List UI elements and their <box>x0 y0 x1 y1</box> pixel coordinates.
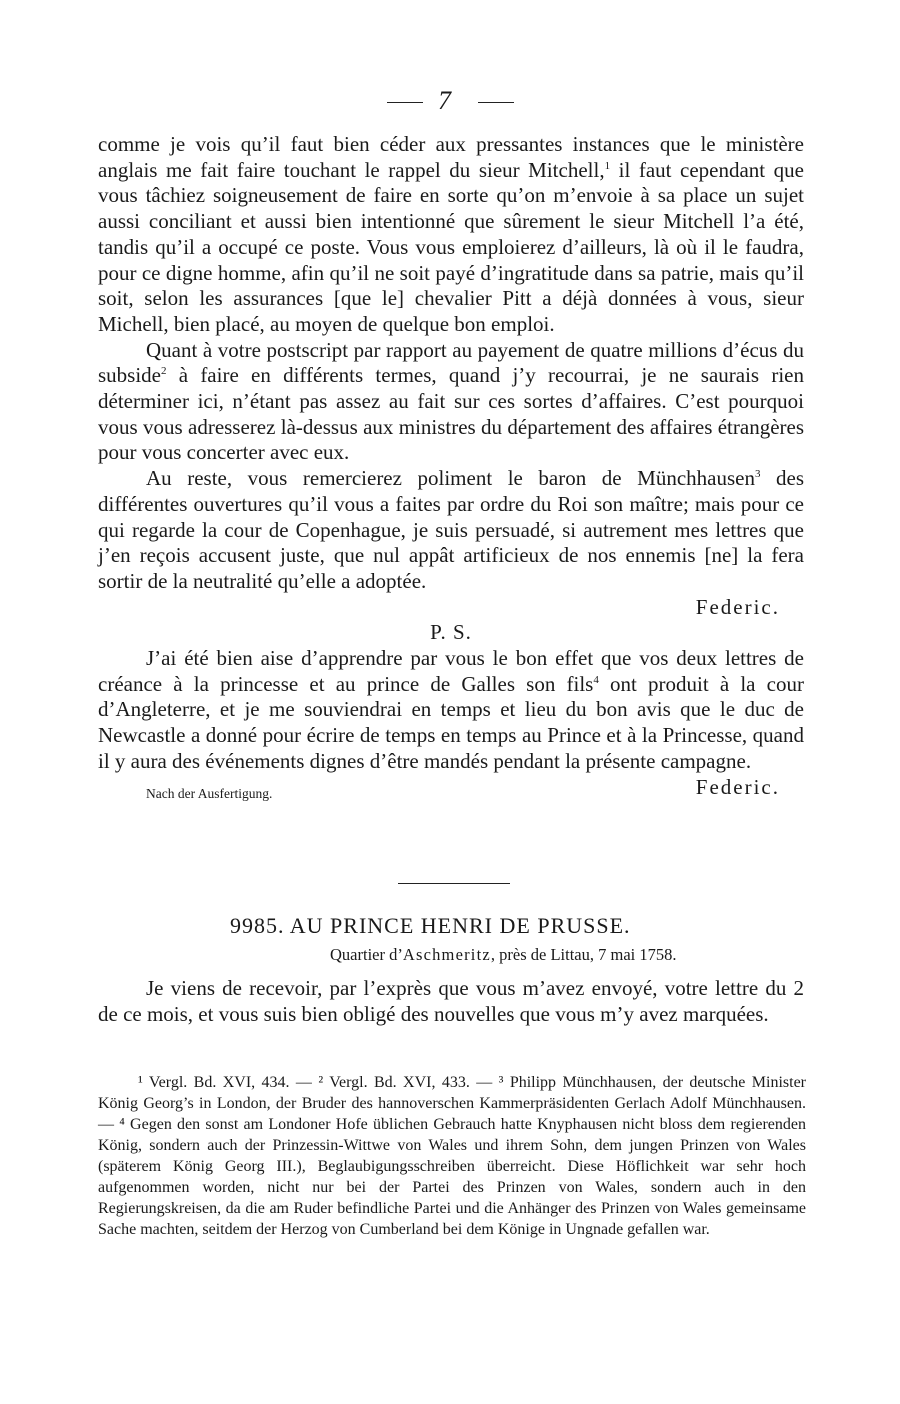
dateline-place: Aschmeritz <box>402 945 491 964</box>
paragraph-text: ont produit à la cour d’Angleterre, et je me souviendrai en temps et lieu du bon avis que le duc de Newcastle a donné pour écrire de temps en temps au Prince et à la Princesse, quand il y aura des événements dignes d’être mandés pendant la présente campagne. <box>98 671 804 773</box>
header-dash-right <box>478 102 514 103</box>
source-note: Nach der Ausfertigung. <box>146 785 273 801</box>
paragraph-text: à faire en différents termes, quand j’y recourrai, je ne saurais rien déterminer ici, n’étant pas assez au fait sur ces sortes d’affaires. C’est pourquoi vous vous adresserez là-dessus aux ministres du département des affaires étrangères pour vous concerter avec eux. <box>98 363 804 465</box>
footnote-ref: 4 <box>593 673 599 686</box>
postscript-heading: P. S. <box>430 620 472 645</box>
closing-row <box>98 775 804 803</box>
paragraph-text: J’ai été bien aise d’apprendre par vous le bon effet que vos deux lettres de créance à la princesse et au prince de Galles son fils <box>98 646 804 696</box>
paragraph <box>98 338 804 467</box>
footnotes <box>98 1072 806 1240</box>
signature: Federic. <box>695 774 780 799</box>
signature: Federic. <box>695 594 780 619</box>
footnote-text: ¹ Vergl. Bd. XVI, 434. — ² Vergl. Bd. XVI, 433. — ³ Philipp Münchhausen, der deutsche Minister König Georg’s in London, der Bruder des hannoverschen Kammerpräsidenten Gerlach Adolf Münchhausen. — ⁴ Gegen den sonst am Londoner Hofe üblichen Gebrauch hatte Knyphausen nicht bloss dem regierenden König, sondern auch der Prinzessin-Wittwe von Wales und ihrem Sohn, dem jungen Prinzen von Wales (späterem König Georg III.), Beglaubigungsschreiben überreicht. Diese Höflichkeit war sehr hoch aufgenommen worden, nicht nur bei der Partei des Prinzen von Wales, sondern auch in den Regierungskreisen, da die am Ruder befindliche Partei und die Anhänger des Prinzen von Wales gemeinsame Sache machten, seitdem der Herzog von Cumberland bei dem Könige in Ungnade gefallen war. <box>98 1074 806 1238</box>
letter-body <box>98 975 804 1027</box>
paragraph-text: Quant à votre postscript par rapport au payement de quatre millions d’écus du subside <box>98 337 804 388</box>
dateline-prefix: Quartier d’ <box>330 945 403 964</box>
letter-heading: 9985. AU PRINCE HENRI DE PRUSSE. <box>230 913 631 938</box>
footnote-ref: 2 <box>161 365 167 378</box>
letter-continuation <box>98 132 804 803</box>
paragraph <box>98 132 804 338</box>
page-header <box>0 88 900 124</box>
paragraph-text: Au reste, vous remercierez poliment le baron de Münchhausen <box>146 466 755 491</box>
paragraph: Je viens de recevoir, par l’exprès que vous m’avez envoyé, votre lettre du 2 de ce mois, et vous suis bien obligé des nouvelles que vous m’y avez marquées. <box>98 976 804 1026</box>
page-number: 7 <box>438 86 451 115</box>
postscript-paragraph <box>98 646 804 775</box>
footnote-ref: 1 <box>604 159 611 172</box>
dateline-rest: , près de Littau, 7 mai 1758. <box>490 945 677 964</box>
header-dash-left <box>387 102 423 103</box>
footnote-ref: 3 <box>754 468 761 481</box>
paragraph-text: comme je vois qu’il faut bien céder aux pressantes instances que le ministère anglais me fait faire touchant le rappel du sieur Mitchell, <box>98 132 804 182</box>
letter-dateline <box>330 945 677 965</box>
section-divider <box>398 883 510 884</box>
paragraph <box>98 466 804 595</box>
paragraph-text: il faut cependant que vous tâchiez soigneusement de faire en sorte qu’on m’envoie à sa place un sujet aussi conciliant et aussi bien intentionné que sûrement le sieur Mitchell l’a été, tandis qu’il a occupé ce poste. Vous vous emploierez d’ailleurs, là où il le faudra, pour ce digne homme, afin qu’il ne soit payé d’ingratitude dans sa patrie, mais qu’il soit, selon les assurances [que le] chevalier Pitt a déjà données à vous, sieur Michell, bien placé, au moyen de quelque bon emploi. <box>98 157 804 336</box>
paragraph-text: des différentes ouvertures qu’il vous a faites par ordre du Roi son maître; mais pour ce qui regarde la cour de Copenhague, je suis persuadé, si autrement mes lettres que j’en reçois accusent juste, que nul appât artificieux de nos ennemis [ne] la fera sortir de la neutralité qu’elle a adoptée. <box>98 466 805 593</box>
